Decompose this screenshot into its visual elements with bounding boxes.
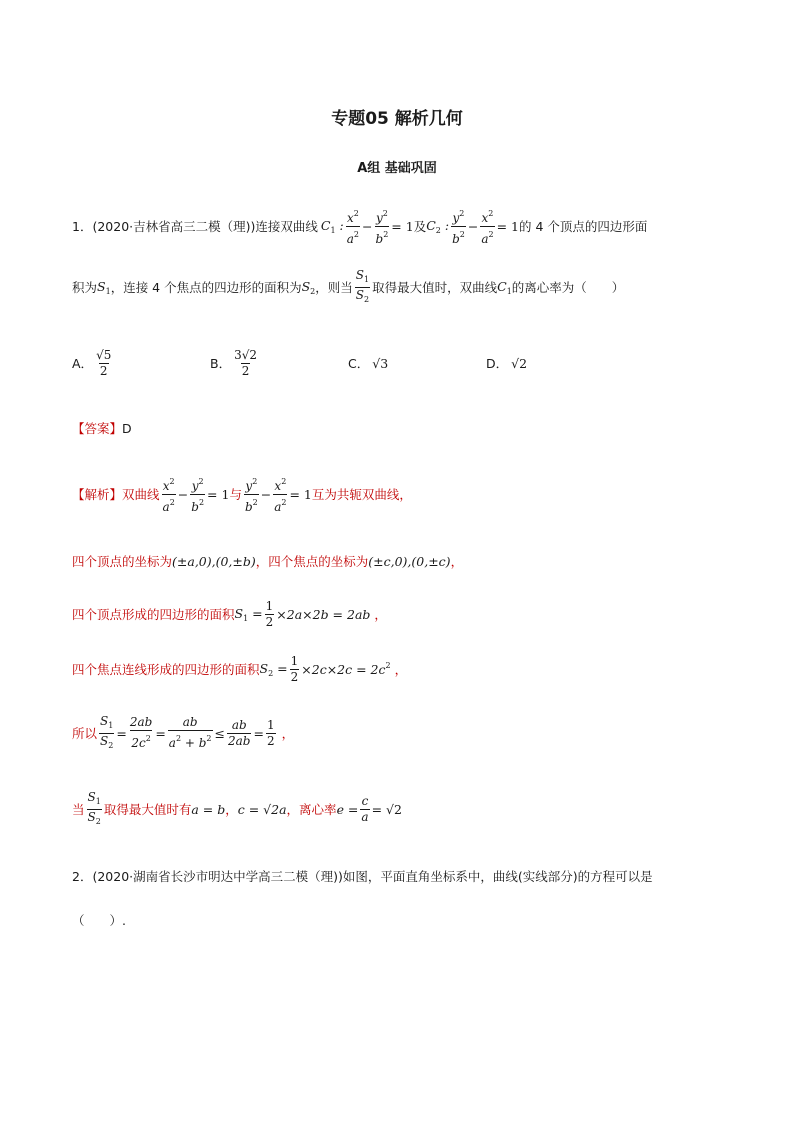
analysis-l1-a: 双曲线 bbox=[122, 487, 160, 502]
option-c-value: √3 bbox=[372, 355, 389, 371]
math-c2: $C_2$ : bbox=[426, 217, 450, 235]
q1-line-2 bbox=[72, 268, 624, 306]
q1-text-a: )连接双曲线 bbox=[250, 219, 318, 234]
option-c-label: C． bbox=[348, 356, 370, 371]
q2-prefix: 2．( bbox=[72, 869, 98, 884]
q1-line2-d: 取得最大值时，双曲线 bbox=[372, 280, 498, 295]
math-l5-f3: $\frac{ab}{a^2 + b^2}$ bbox=[168, 715, 212, 750]
analysis-l4-a: 四个焦点连线形成的四边形的面积 bbox=[72, 662, 260, 677]
analysis-l4-c: ， bbox=[394, 662, 408, 677]
math-frac-s1s2: $\frac{S_1}{S_2}$ bbox=[355, 268, 370, 307]
q1-line2-e: 的离心率为（ ） bbox=[511, 280, 625, 295]
q2-source: 2020·湖南省长沙市明达中学高三二模（理) bbox=[97, 869, 339, 884]
analysis-l2-a: 四个顶点的坐标为 bbox=[72, 554, 173, 569]
analysis-l1-b: 与 bbox=[229, 487, 242, 502]
math-a-frac2: $\frac{y^2}{b^2}$ bbox=[191, 476, 205, 514]
option-b-value bbox=[233, 348, 258, 379]
section-subtitle: A组 基础巩固 bbox=[357, 161, 437, 176]
option-a-num: √5 bbox=[96, 347, 112, 362]
math-l4-half: $\frac{1}{2}$ bbox=[290, 653, 299, 684]
math-l5-f1: $\frac{S_1}{S_2}$ bbox=[99, 714, 114, 753]
math-l6-e: e = bbox=[336, 801, 359, 817]
math-frac-x2a2-b: $\frac{x^2}{a^2}$ bbox=[481, 208, 494, 246]
math-s2: $S_2$ bbox=[301, 278, 316, 296]
analysis-line-3 bbox=[72, 596, 387, 632]
math-l4-expr: $\times 2c\times 2c = 2c^2$ bbox=[301, 661, 391, 677]
option-b[interactable] bbox=[210, 345, 260, 381]
page-title: 专题05 解析几何 bbox=[331, 109, 463, 129]
analysis-line-1 bbox=[72, 476, 412, 512]
analysis-line-2 bbox=[72, 551, 463, 571]
math-frac-x2a2: $\frac{x^2}{a^2}$ bbox=[346, 208, 360, 246]
q2-line-1 bbox=[72, 866, 653, 886]
option-a[interactable] bbox=[72, 345, 114, 381]
option-b-den: 2 bbox=[241, 363, 250, 378]
q1-text-c: 的 4 个顶点的四边形面 bbox=[518, 219, 648, 234]
q2-line2: （ ）. bbox=[72, 913, 126, 928]
math-l6-f1: $\frac{S_1}{S_2}$ bbox=[87, 790, 102, 829]
math-l3-expr: ×2a×2b = 2ab bbox=[276, 606, 371, 622]
analysis-line-6 bbox=[72, 790, 402, 828]
math-l6-ab: a = b bbox=[191, 801, 226, 817]
math-a-frac4: $\frac{x^2}{a^2}$ bbox=[274, 476, 287, 514]
option-a-den: 2 bbox=[99, 363, 108, 378]
math-l6-c: c = √2a bbox=[237, 801, 287, 817]
analysis-l6-c: ， bbox=[225, 802, 238, 817]
math-l3-s1: $S_1$ = bbox=[234, 605, 263, 623]
q1-line2-a: 积为 bbox=[72, 280, 98, 295]
analysis-l3-c: ， bbox=[374, 607, 387, 622]
math-l5-le: ≤ bbox=[214, 725, 225, 741]
q2-paren-close: ) bbox=[338, 868, 343, 884]
math-c1: $C_1$ : bbox=[320, 217, 344, 235]
option-b-num: 3√2 bbox=[234, 347, 257, 362]
option-d-value: √2 bbox=[511, 355, 528, 371]
math-a-frac3: $\frac{y^2}{b^2}$ bbox=[244, 476, 258, 514]
analysis-line-4 bbox=[72, 651, 407, 687]
math-a-eq2: = 1 bbox=[289, 486, 312, 502]
math-eq-1-b: = 1 bbox=[496, 218, 519, 234]
math-a-minus2: − bbox=[260, 486, 272, 502]
math-l5-eq3: = bbox=[253, 725, 264, 741]
analysis-l6-a: 当 bbox=[72, 802, 85, 817]
analysis-l6-d: ，离心率 bbox=[286, 802, 337, 817]
math-s1: $S_1$ bbox=[97, 278, 111, 296]
q1-line2-b: ，连接 4 个焦点的四边形的面积为 bbox=[110, 280, 302, 295]
analysis-l6-b: 取得最大值时有 bbox=[103, 802, 192, 817]
q1-line-1 bbox=[72, 208, 647, 244]
option-d[interactable] bbox=[486, 345, 527, 381]
q1-line2-c: ，则当 bbox=[315, 280, 353, 295]
math-a-eq1: = 1 bbox=[207, 486, 230, 502]
math-l5-f2: $\frac{2ab}{2c^2}$ bbox=[129, 715, 153, 750]
q1-source: 2020·吉林省高三二模（理) bbox=[97, 219, 251, 234]
math-l4-expr-text: ×2c×2c = 2c bbox=[301, 662, 386, 677]
option-b-label: B． bbox=[210, 356, 232, 371]
option-c[interactable] bbox=[348, 345, 388, 381]
math-l5-f4: $\frac{ab}{2ab}$ bbox=[228, 717, 251, 748]
math-l4-s2: $S_2$ = bbox=[259, 660, 288, 678]
analysis-l2-c: ， bbox=[450, 554, 464, 569]
math-l3-half: $\frac{1}{2}$ bbox=[265, 598, 274, 629]
q1-text-b: 及 bbox=[413, 219, 427, 234]
math-a-minus1: − bbox=[177, 486, 189, 502]
option-d-label: D． bbox=[486, 356, 509, 371]
analysis-l5-c: ， bbox=[281, 726, 295, 741]
math-frac-y2b2: $\frac{y^2}{b^2}$ bbox=[375, 208, 389, 246]
analysis-l2-b: ，四个焦点的坐标为 bbox=[255, 554, 369, 569]
math-l5-eq1: = bbox=[116, 725, 127, 741]
math-l6-eq: = √2 bbox=[371, 801, 402, 817]
math-minus: − bbox=[362, 218, 373, 234]
answer-value: D bbox=[122, 420, 132, 436]
q2-text: 如图，平面直角坐标系中，曲线(实线部分)的方程可以是 bbox=[342, 869, 653, 884]
analysis-tag: 【解析】 bbox=[72, 487, 123, 502]
option-a-value bbox=[95, 348, 112, 379]
answer-tag: 【答案】 bbox=[72, 421, 123, 436]
math-frac-y2b2-b: $\frac{y^2}{b^2}$ bbox=[452, 208, 465, 246]
answer-line bbox=[72, 418, 132, 438]
math-a-frac1: $\frac{x^2}{a^2}$ bbox=[162, 476, 175, 514]
analysis-l5-a: 所以 bbox=[72, 726, 98, 741]
analysis-l3-a: 四个顶点形成的四边形的面积 bbox=[72, 607, 235, 622]
math-l6-f2: $\frac{c}{a}$ bbox=[361, 793, 369, 824]
option-a-label: A． bbox=[72, 356, 94, 371]
math-c1-b: $C_1$ bbox=[497, 278, 512, 296]
math-foci: (±c,0),(0,±c) bbox=[368, 553, 451, 569]
math-l5-eq2: = bbox=[155, 725, 166, 741]
math-l5-f5: $\frac{1}{2}$ bbox=[266, 717, 275, 748]
math-eq-1: = 1 bbox=[391, 218, 414, 234]
math-minus-b: − bbox=[467, 218, 479, 234]
math-vertices: (±a,0),(0,±b) bbox=[172, 553, 256, 569]
analysis-l1-c: 互为共轭双曲线， bbox=[311, 487, 412, 502]
q2-line-2 bbox=[72, 910, 126, 930]
q1-prefix: 1．( bbox=[72, 219, 98, 234]
analysis-line-5 bbox=[72, 714, 294, 752]
